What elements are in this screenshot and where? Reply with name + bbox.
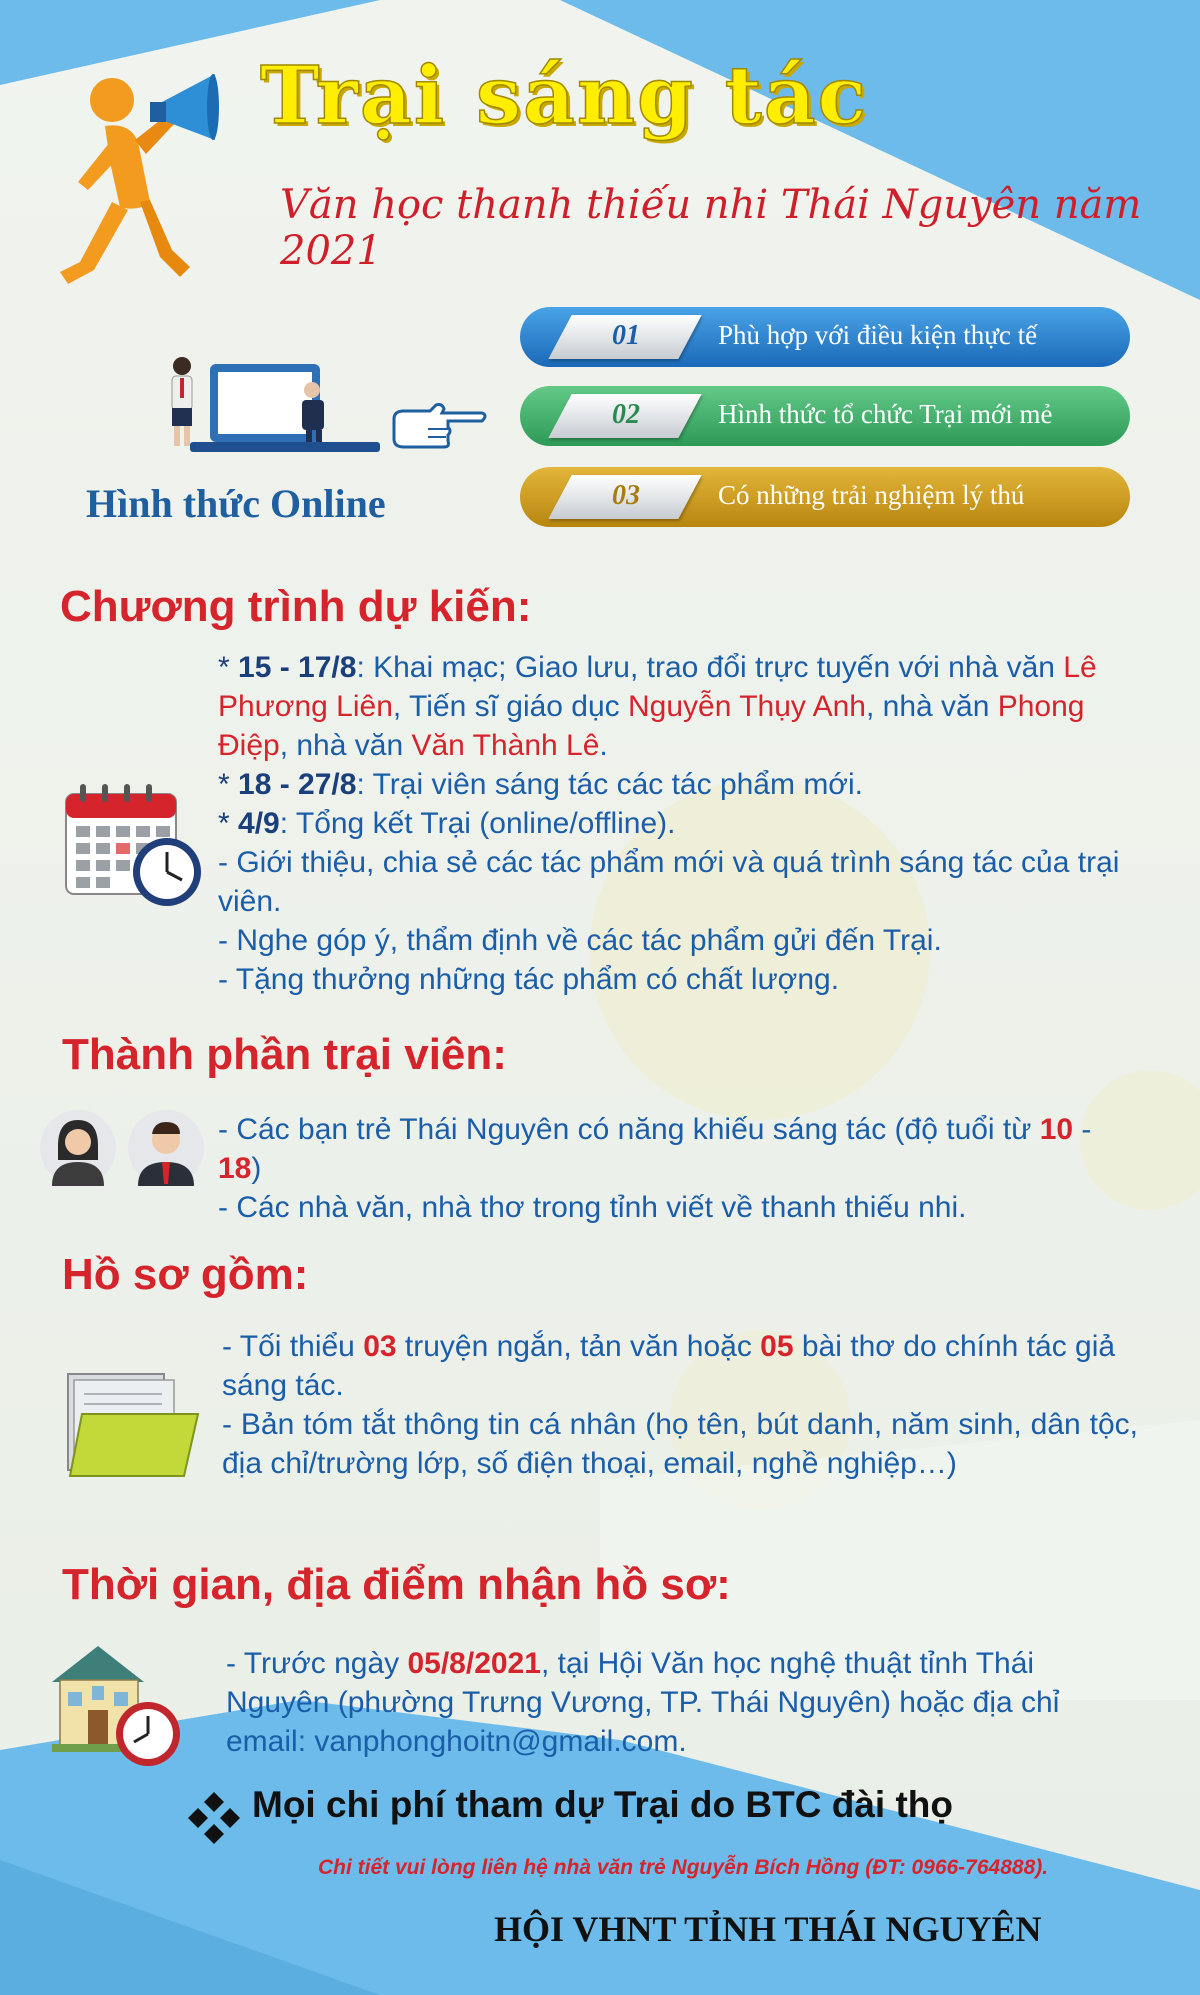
feature-number: 03 <box>612 480 640 511</box>
house-clock-icon <box>48 1640 188 1770</box>
fee-notice: Mọi chi phí tham dự Trại do BTC đài thọ <box>252 1784 953 1825</box>
online-class-icon <box>160 348 382 463</box>
calendar-clock-icon <box>62 780 207 910</box>
program-item-3: * 4/9: Tổng kết Trại (online/offline). <box>218 807 676 840</box>
program-item-4: - Giới thiệu, chia sẻ các tác phẩm mới và quá trình sáng tác của trại viên. <box>218 846 1120 918</box>
feature-number: 02 <box>612 399 640 430</box>
program-heading: Chương trình dự kiến: <box>60 582 532 631</box>
members-item-2: - Các nhà văn, nhà thơ trong tỉnh viết về thanh thiếu nhi. <box>218 1191 967 1224</box>
online-format-label: Hình thức Online <box>86 481 386 526</box>
feature-pill-2 <box>520 386 1130 446</box>
feature-text: Phù hợp với điều kiện thực tế <box>718 320 1038 350</box>
pointing-hand-icon <box>390 403 490 455</box>
documents-list <box>222 1327 1138 1483</box>
feature-pill-3 <box>520 467 1130 527</box>
organization-name: HỘI VHNT TỈNH THÁI NGUYÊN <box>494 1909 1042 1949</box>
documents-heading: Hồ sơ gồm: <box>62 1250 309 1299</box>
feature-number: 01 <box>612 320 640 351</box>
members-item-1: - Các bạn trẻ Thái Nguyên có năng khiếu sáng tác (độ tuổi từ 10 - 18) <box>218 1113 1092 1185</box>
members-list <box>218 1110 1138 1227</box>
feature-text: Có những trải nghiệm lý thú <box>718 480 1025 510</box>
contact-info: Chi tiết vui lòng liên hệ nhà văn trẻ Nguyễn Bích Hồng (ĐT: 0966-764888). <box>318 1856 1049 1879</box>
program-item-6: - Tặng thưởng những tác phẩm có chất lượng. <box>218 963 840 996</box>
poster-title: Trại sáng tác <box>260 48 869 142</box>
documents-item-2: - Bản tóm tắt thông tin cá nhân (họ tên, bút danh, năm sinh, dân tộc, địa chỉ/trường lớp, số điện thoại, email, nghề nghiệp…) <box>222 1408 1138 1480</box>
members-heading: Thành phần trại viên: <box>62 1030 507 1079</box>
submission-text: - Trước ngày 05/8/2021, tại Hội Văn học nghệ thuật tỉnh Thái Nguyên (phường Trưng Vương, TP. Thái Nguyên) hoặc địa chỉ email: vanphonghoitn@gmail.com. <box>226 1647 1060 1758</box>
feature-pill-1 <box>520 307 1130 367</box>
documents-item-1: - Tối thiểu 03 truyện ngắn, tản văn hoặc 05 bài thơ do chính tác giả sáng tác. <box>222 1330 1116 1402</box>
people-avatars-icon <box>38 1108 208 1188</box>
diamond-bullet-icon <box>186 1790 242 1846</box>
folder-documents-icon <box>64 1370 204 1480</box>
submission-heading: Thời gian, địa điểm nhận hồ sơ: <box>62 1560 731 1609</box>
megaphone-person-icon <box>50 62 220 292</box>
feature-text: Hình thức tổ chức Trại mới mẻ <box>718 399 1053 429</box>
program-item-2: * 18 - 27/8: Trại viên sáng tác các tác phẩm mới. <box>218 768 863 801</box>
poster-subtitle: Văn học thanh thiếu nhi Thái Nguyên năm 2021 <box>280 182 1142 274</box>
program-item-1: * 15 - 17/8: Khai mạc; Giao lưu, trao đổi trực tuyến với nhà văn Lê Phương Liên, Tiến sĩ giáo dục Nguyễn Thụy Anh, nhà văn Phong Điệp, nhà văn Văn Thành Lê. <box>218 651 1097 762</box>
program-list <box>218 648 1138 999</box>
program-item-5: - Nghe góp ý, thẩm định về các tác phẩm gửi đến Trại. <box>218 924 942 957</box>
